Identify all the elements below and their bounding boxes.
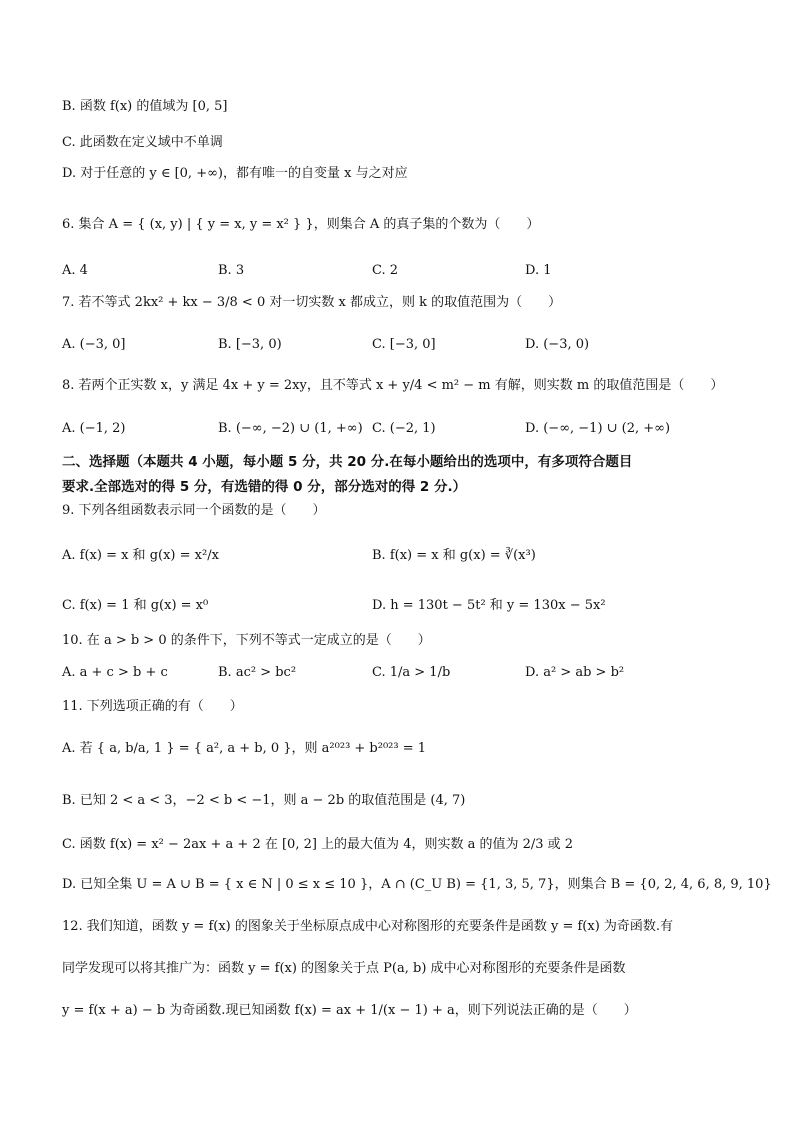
question-line: B. 已知 2 < a < 3，−2 < b < −1，则 a − 2b 的取值范围是 (4, 7) [62, 793, 466, 808]
answer-option: B. 3 [218, 263, 245, 278]
question-line: y = f(x + a) − b 为奇函数.现已知函数 f(x) = ax + 1/(x − 1) + a，则下列说法正确的是（ ） [62, 1003, 637, 1018]
question-line: 10. 在 a > b > 0 的条件下，下列不等式一定成立的是（ ） [62, 633, 431, 648]
question-line: C. 函数 f(x) = x² − 2ax + a + 2 在 [0, 2] 上的最大值为 4，则实数 a 的值为 2/3 或 2 [62, 837, 574, 852]
section-heading: 要求.全部选对的得 5 分，有选错的得 0 分，部分选对的得 2 分.） [62, 479, 467, 495]
answer-option: D. h = 130t − 5t² 和 y = 130x − 5x² [372, 598, 606, 613]
answer-option: D. (−∞, −1) ∪ (2, +∞) [525, 421, 671, 436]
question-line: 7. 若不等式 2kx² + kx − 3/8 < 0 对一切实数 x 都成立，则 k 的取值范围为（ ） [62, 295, 562, 310]
answer-option: C. 1/a > 1/b [372, 665, 451, 680]
answer-option: A. 4 [62, 263, 88, 278]
answer-option: A. a + c > b + c [62, 665, 168, 680]
answer-option: B. ac² > bc² [218, 665, 297, 680]
answer-option: C. f(x) = 1 和 g(x) = x⁰ [62, 598, 209, 613]
answer-option: B. f(x) = x 和 g(x) = ∛(x³) [372, 548, 536, 563]
question-line: 9. 下列各组函数表示同一个函数的是（ ） [62, 503, 326, 518]
answer-option: A. (−1, 2) [62, 421, 126, 436]
question-line: D. 已知全集 U = A ∪ B = { x ∈ N | 0 ≤ x ≤ 10 }，A ∩ (C_U B) = {1, 3, 5, 7}，则集合 B = {0, 2, 4, 6, 8, 9, 10} [62, 877, 772, 892]
question-line: D. 对于任意的 y ∈ [0, +∞)，都有唯一的自变量 x 与之对应 [62, 166, 408, 181]
answer-option: B. [−3, 0) [218, 337, 282, 352]
question-line: B. 函数 f(x) 的值域为 [0, 5] [62, 99, 228, 114]
answer-option: D. 1 [525, 263, 552, 278]
answer-option: C. 2 [372, 263, 399, 278]
question-line: 6. 集合 A = { (x, y) | { y = x, y = x² } }，则集合 A 的真子集的个数为（ ） [62, 217, 540, 232]
answer-option: A. (−3, 0] [62, 337, 126, 352]
question-line: 12. 我们知道，函数 y = f(x) 的图象关于坐标原点成中心对称图形的充要条件是函数 y = f(x) 为奇函数.有 [62, 919, 674, 934]
answer-option: C. (−2, 1) [372, 421, 436, 436]
question-line: 11. 下列选项正确的有（ ） [62, 699, 243, 714]
question-line: 同学发现可以将其推广为：函数 y = f(x) 的图象关于点 P(a, b) 成中心对称图形的充要条件是函数 [62, 961, 626, 976]
answer-option: D. (−3, 0) [525, 337, 590, 352]
section-heading: 二、选择题（本题共 4 小题，每小题 5 分，共 20 分.在每小题给出的选项中，有多项符合题目 [62, 454, 633, 470]
answer-option: D. a² > ab > b² [525, 665, 625, 680]
question-line: C. 此函数在定义域中不单调 [62, 135, 223, 150]
answer-option: B. (−∞, −2) ∪ (1, +∞) [218, 421, 363, 436]
answer-option: C. [−3, 0] [372, 337, 436, 352]
answer-option: A. f(x) = x 和 g(x) = x²/x [62, 548, 219, 563]
question-line: A. 若 { a, b/a, 1 } = { a², a + b, 0 }，则 a²⁰²³ + b²⁰²³ = 1 [62, 741, 427, 756]
question-line: 8. 若两个正实数 x，y 满足 4x + y = 2xy，且不等式 x + y/4 < m² − m 有解，则实数 m 的取值范围是（ ） [62, 378, 724, 393]
